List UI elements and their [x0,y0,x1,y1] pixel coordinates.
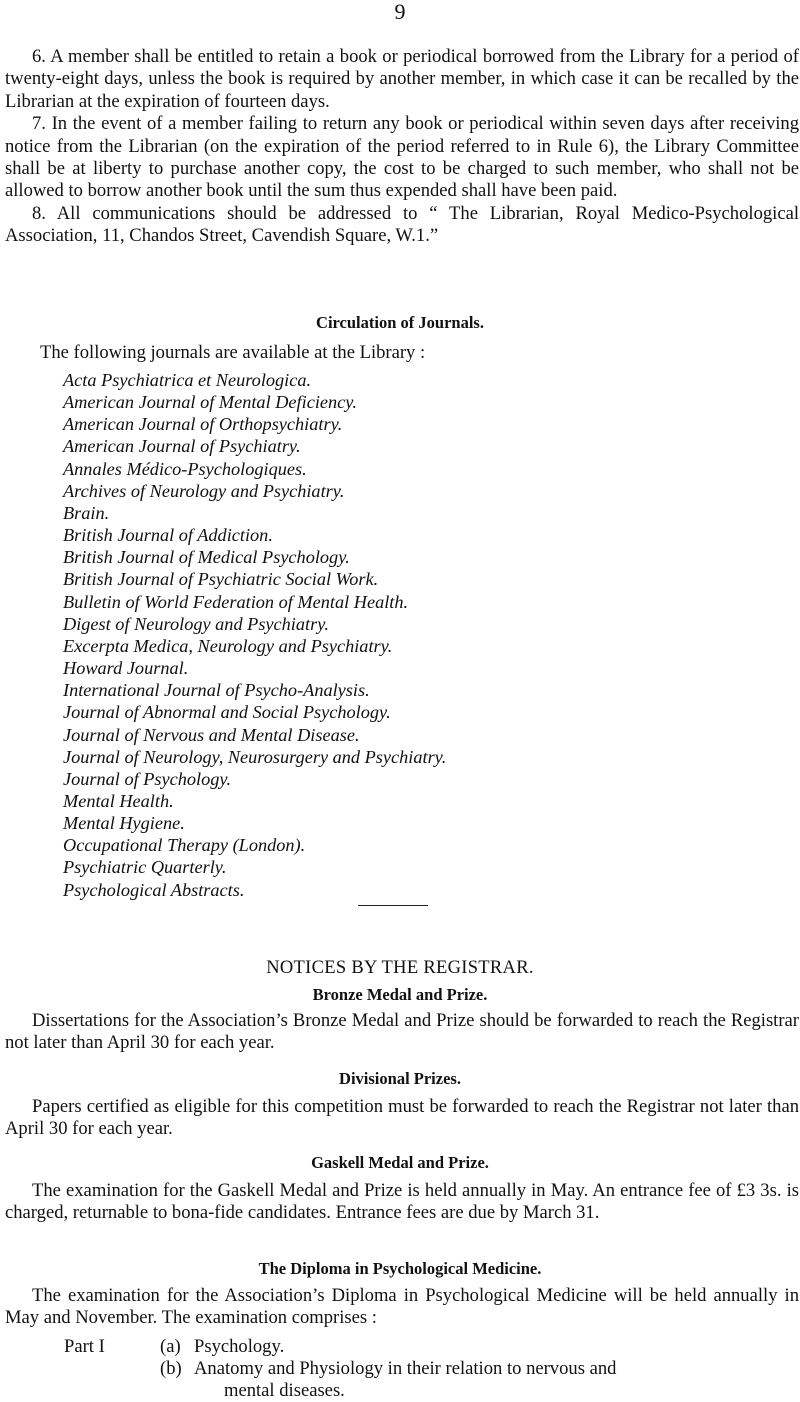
journal-item: American Journal of Mental Deficiency. [63,392,357,413]
journal-item: American Journal of Psychiatry. [63,436,301,457]
journal-item: Psychological Abstracts. [63,879,245,900]
journal-item: Annales Médico-Psychologiques. [63,458,307,479]
journal-item: Mental Hygiene. [63,813,185,834]
journal-item: British Journal of Addiction. [63,525,273,546]
journal-item: Acta Psychiatrica et Neurologica. [63,370,312,390]
exam-part-label: Part I [64,1336,105,1357]
circulation-intro: The following journals are available at the Library : [40,342,426,363]
journal-item: Mental Health. [63,790,174,811]
rule-8: 8. All communications should be addressed to “ The Librarian, Royal Medico-Psychological Association, 11, Chandos Street, Cavendish Square, W.1.” [5,202,799,247]
rule-6: 6. A member shall be entitled to retain a book or periodical borrowed from the Library for a period of twenty-eight days, unless the book is required by another member, in which case it can be recalled by the Librarian at the expiration of fourteen days. [5,46,799,112]
circulation-heading: Circulation of Journals. [316,313,484,332]
journal-item: Occupational Therapy (London). [63,835,306,856]
page-number: 9 [394,0,406,24]
journal-item: Excerpta Medica, Neurology and Psychiatry. [63,635,393,656]
journal-item: Brain. [63,502,110,523]
bronze-medal-text: Dissertations for the Association’s Bronze Medal and Prize should be forwarded to reach the Registrar not later than April 30 for each year. [5,1010,799,1054]
journal-item: British Journal of Psychiatric Social Work. [63,569,379,590]
registrar-title: NOTICES BY THE REGISTRAR. [266,958,534,978]
library-rules [5,46,799,248]
journal-item: American Journal of Orthopsychiatry. [63,414,343,435]
journal-list [63,369,446,901]
exam-item-text: Anatomy and Physiology in their relation to nervous and [194,1358,617,1379]
diploma-text: The examination for the Association’s Diploma in Psychological Medicine will be held annually in May and November. The examination comprises : [5,1285,799,1329]
diploma-heading: The Diploma in Psychological Medicine. [258,1259,542,1278]
journal-item: Digest of Neurology and Psychiatry. [63,613,329,634]
journal-item: British Journal of Medical Psychology. [63,547,350,568]
journal-item: Journal of Neurology, Neurosurgery and Psychiatry. [63,746,447,767]
journal-item: Journal of Psychology. [63,768,232,789]
journal-item: Journal of Abnormal and Social Psychology. [63,702,391,723]
exam-item-text: Psychology. [194,1336,285,1357]
journal-item: Bulletin of World Federation of Mental Health. [63,591,409,612]
divisional-prizes-heading: Divisional Prizes. [339,1069,461,1088]
exam-item-letter: (b) [160,1358,182,1379]
journal-item: Archives of Neurology and Psychiatry. [63,480,345,501]
gaskell-medal-text: The examination for the Gaskell Medal and Prize is held annually in May. An entrance fee of £3 3s. is charged, returnable to bona-fide candidates. Entrance fees are due by March 31. [5,1180,799,1224]
exam-item-a [160,1336,800,1358]
rule-7: 7. In the event of a member failing to return any book or periodical within seven days after receiving notice from the Librarian (on the expiration of the period referred to in Rule 6), the Library Committee shall be at liberty to purchase another copy, the cost to be charged to such member, who shall not be allowed to borrow another book until the sum thus expended shall have been paid. [5,113,799,202]
divisional-prizes-text: Papers certified as eligible for this competition must be forwarded to reach the Registrar not later than April 30 for each year. [5,1096,799,1140]
exam-item-letter: (a) [160,1336,181,1357]
journal-item: Howard Journal. [63,658,189,679]
exam-item-continuation: mental diseases. [224,1380,345,1401]
journal-item: Journal of Nervous and Mental Disease. [63,724,360,745]
journal-item: International Journal of Psycho-Analysis. [63,680,370,701]
section-divider [358,905,428,906]
gaskell-medal-heading: Gaskell Medal and Prize. [311,1153,489,1172]
journal-item: Psychiatric Quarterly. [63,857,227,878]
exam-item-b [160,1358,800,1402]
bronze-medal-heading: Bronze Medal and Prize. [312,985,488,1004]
